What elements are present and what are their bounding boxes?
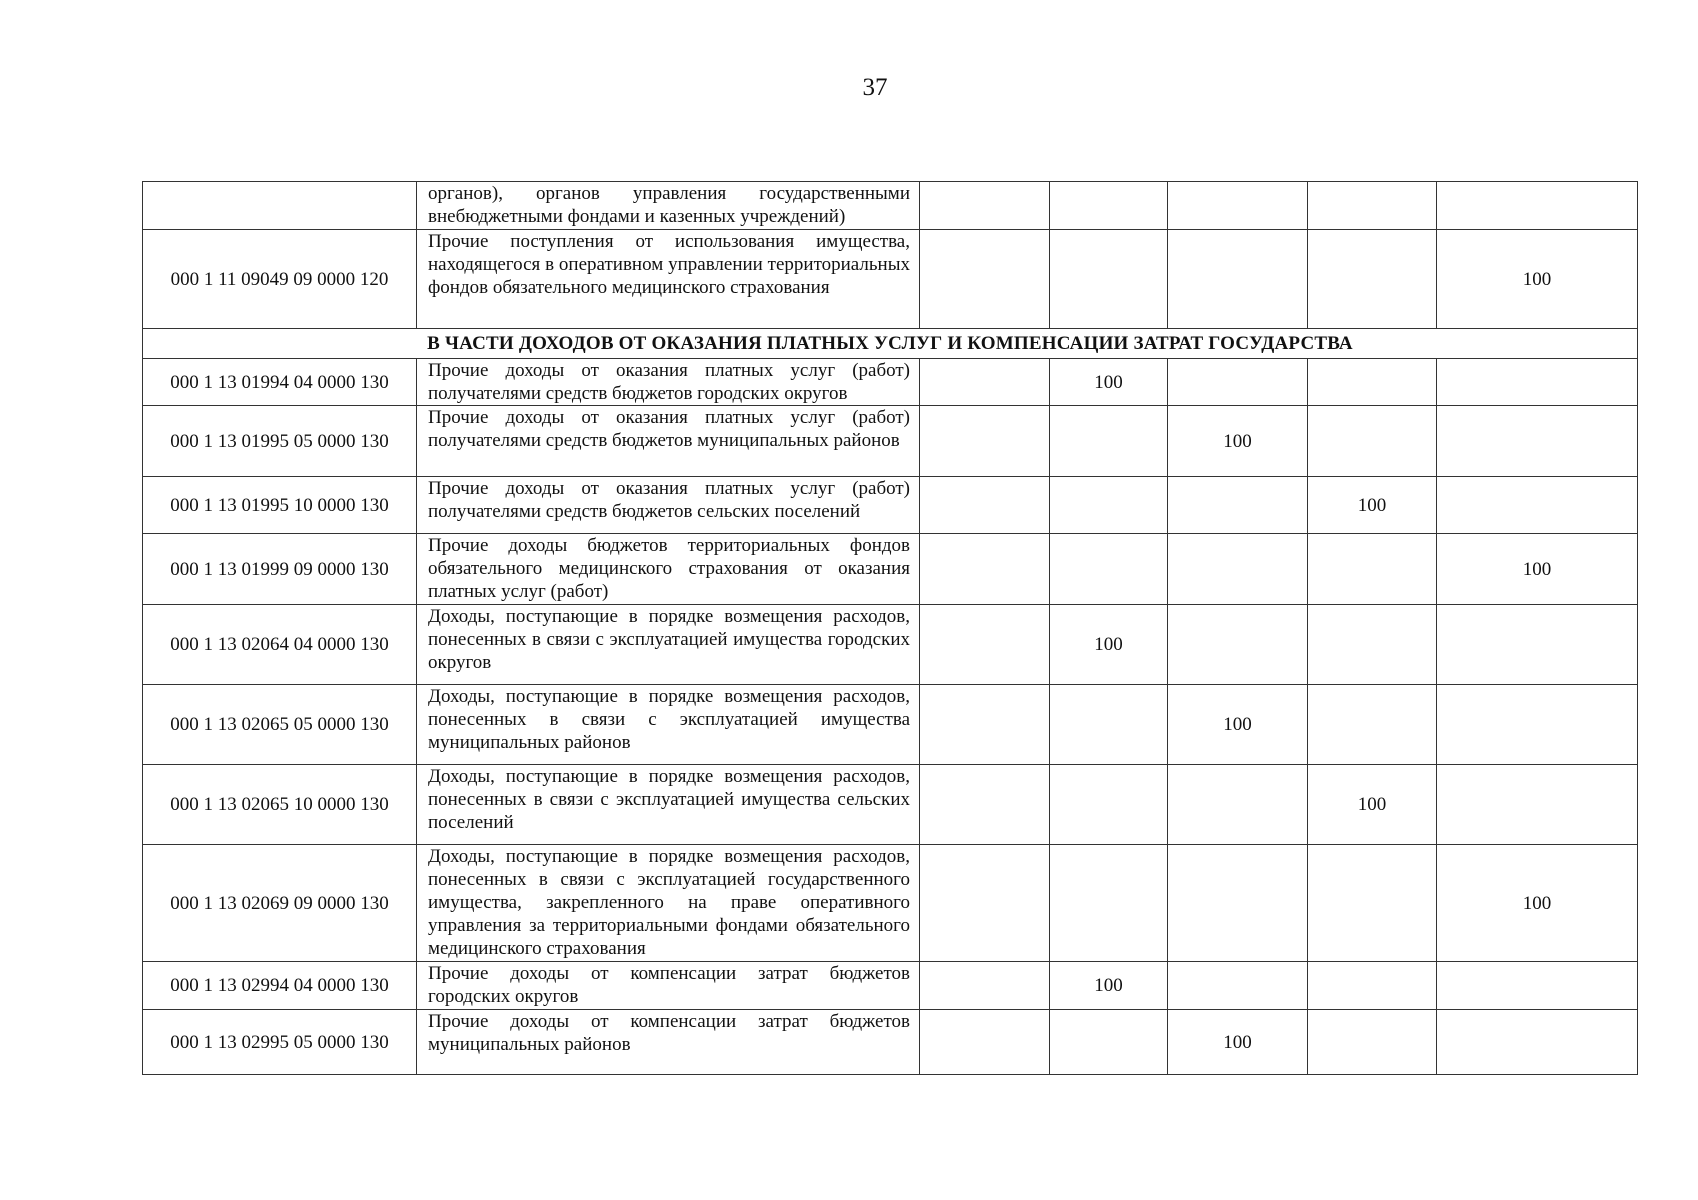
value-col-5 <box>1437 605 1638 685</box>
value-col-3: 100 <box>1168 406 1308 477</box>
value-col-3: 100 <box>1168 1010 1308 1075</box>
value-col-4 <box>1308 359 1437 406</box>
value-col-3: 100 <box>1168 685 1308 765</box>
value-col-4: 100 <box>1308 477 1437 534</box>
value-col-5 <box>1437 477 1638 534</box>
value-col-5: 100 <box>1437 845 1638 962</box>
value-col-5 <box>1437 765 1638 845</box>
table-row <box>143 1010 1638 1075</box>
value-col-4: 100 <box>1308 765 1437 845</box>
revenue-name: Прочие доходы от оказания платных услуг (работ) получателями средств бюджетов сельских поселений <box>417 477 920 534</box>
value-col-2 <box>1050 182 1168 230</box>
page-number: 37 <box>862 74 888 101</box>
kbk-code: 000 1 13 01995 05 0000 130 <box>143 406 417 477</box>
value-col-5: 100 <box>1437 230 1638 329</box>
value-col-2 <box>1050 765 1168 845</box>
revenue-name: органов), органов управления государственными внебюджетными фондами и казенных учреждений) <box>417 182 920 230</box>
value-col-1 <box>920 477 1050 534</box>
kbk-code: 000 1 11 09049 09 0000 120 <box>143 230 417 329</box>
value-col-4 <box>1308 845 1437 962</box>
table-row <box>143 605 1638 685</box>
table-row <box>143 534 1638 605</box>
value-col-1 <box>920 685 1050 765</box>
revenue-distribution-table <box>142 181 1638 1075</box>
kbk-code: 000 1 13 02065 10 0000 130 <box>143 765 417 845</box>
revenue-name: Прочие поступления от использования имущества, находящегося в оперативном управлении территориальных фондов обязательного медицинского страхования <box>417 230 920 329</box>
section-header-row <box>143 329 1638 359</box>
value-col-5 <box>1437 406 1638 477</box>
value-col-1 <box>920 406 1050 477</box>
kbk-code: 000 1 13 02994 04 0000 130 <box>143 962 417 1010</box>
table-row <box>143 685 1638 765</box>
value-col-2: 100 <box>1050 605 1168 685</box>
table-row <box>143 477 1638 534</box>
kbk-code: 000 1 13 01995 10 0000 130 <box>143 477 417 534</box>
revenue-name: Прочие доходы от оказания платных услуг (работ) получателями средств бюджетов муниципальных районов <box>417 406 920 477</box>
value-col-3 <box>1168 845 1308 962</box>
value-col-5 <box>1437 182 1638 230</box>
value-col-4 <box>1308 605 1437 685</box>
value-col-5 <box>1437 962 1638 1010</box>
kbk-code: 000 1 13 01994 04 0000 130 <box>143 359 417 406</box>
value-col-2: 100 <box>1050 962 1168 1010</box>
table-row <box>143 182 1638 230</box>
value-col-2 <box>1050 406 1168 477</box>
value-col-3 <box>1168 477 1308 534</box>
kbk-code: 000 1 13 01999 09 0000 130 <box>143 534 417 605</box>
value-col-3 <box>1168 605 1308 685</box>
table-row <box>143 962 1638 1010</box>
value-col-4 <box>1308 406 1437 477</box>
value-col-2 <box>1050 685 1168 765</box>
value-col-2 <box>1050 230 1168 329</box>
table-row <box>143 765 1638 845</box>
value-col-3 <box>1168 230 1308 329</box>
revenue-name: Доходы, поступающие в порядке возмещения расходов, понесенных в связи с эксплуатацией имущества городских округов <box>417 605 920 685</box>
value-col-3 <box>1168 534 1308 605</box>
revenue-name: Доходы, поступающие в порядке возмещения расходов, понесенных в связи с эксплуатацией имущества сельских поселений <box>417 765 920 845</box>
value-col-1 <box>920 359 1050 406</box>
table-row <box>143 359 1638 406</box>
revenue-name: Прочие доходы от оказания платных услуг (работ) получателями средств бюджетов городских округов <box>417 359 920 406</box>
value-col-3 <box>1168 765 1308 845</box>
value-col-3 <box>1168 962 1308 1010</box>
value-col-3 <box>1168 182 1308 230</box>
kbk-code: 000 1 13 02069 09 0000 130 <box>143 845 417 962</box>
table-row <box>143 845 1638 962</box>
value-col-5 <box>1437 1010 1638 1075</box>
revenue-name: Доходы, поступающие в порядке возмещения расходов, понесенных в связи с эксплуатацией имущества муниципальных районов <box>417 685 920 765</box>
value-col-4 <box>1308 962 1437 1010</box>
revenue-name: Доходы, поступающие в порядке возмещения расходов, понесенных в связи с эксплуатацией государственного имущества, закрепленного на праве оперативного управления за территориальными фондами обязательного медицинского страхования <box>417 845 920 962</box>
kbk-code: 000 1 13 02065 05 0000 130 <box>143 685 417 765</box>
table-row <box>143 406 1638 477</box>
revenue-name: Прочие доходы бюджетов территориальных фондов обязательного медицинского страхования от оказания платных услуг (работ) <box>417 534 920 605</box>
value-col-3 <box>1168 359 1308 406</box>
value-col-1 <box>920 845 1050 962</box>
value-col-2 <box>1050 845 1168 962</box>
value-col-1 <box>920 182 1050 230</box>
value-col-5: 100 <box>1437 534 1638 605</box>
value-col-2: 100 <box>1050 359 1168 406</box>
value-col-1 <box>920 765 1050 845</box>
value-col-1 <box>920 1010 1050 1075</box>
value-col-4 <box>1308 182 1437 230</box>
section-title: В ЧАСТИ ДОХОДОВ ОТ ОКАЗАНИЯ ПЛАТНЫХ УСЛУГ И КОМПЕНСАЦИИ ЗАТРАТ ГОСУДАРСТВА <box>143 329 1638 359</box>
value-col-2 <box>1050 534 1168 605</box>
kbk-code: 000 1 13 02995 05 0000 130 <box>143 1010 417 1075</box>
kbk-code: 000 1 13 02064 04 0000 130 <box>143 605 417 685</box>
kbk-code <box>143 182 417 230</box>
revenue-name: Прочие доходы от компенсации затрат бюджетов муниципальных районов <box>417 1010 920 1075</box>
value-col-1 <box>920 605 1050 685</box>
revenue-name: Прочие доходы от компенсации затрат бюджетов городских округов <box>417 962 920 1010</box>
value-col-4 <box>1308 1010 1437 1075</box>
table-row <box>143 230 1638 329</box>
value-col-5 <box>1437 685 1638 765</box>
value-col-1 <box>920 962 1050 1010</box>
value-col-4 <box>1308 230 1437 329</box>
value-col-2 <box>1050 477 1168 534</box>
value-col-1 <box>920 534 1050 605</box>
value-col-2 <box>1050 1010 1168 1075</box>
value-col-1 <box>920 230 1050 329</box>
value-col-4 <box>1308 534 1437 605</box>
value-col-4 <box>1308 685 1437 765</box>
value-col-5 <box>1437 359 1638 406</box>
